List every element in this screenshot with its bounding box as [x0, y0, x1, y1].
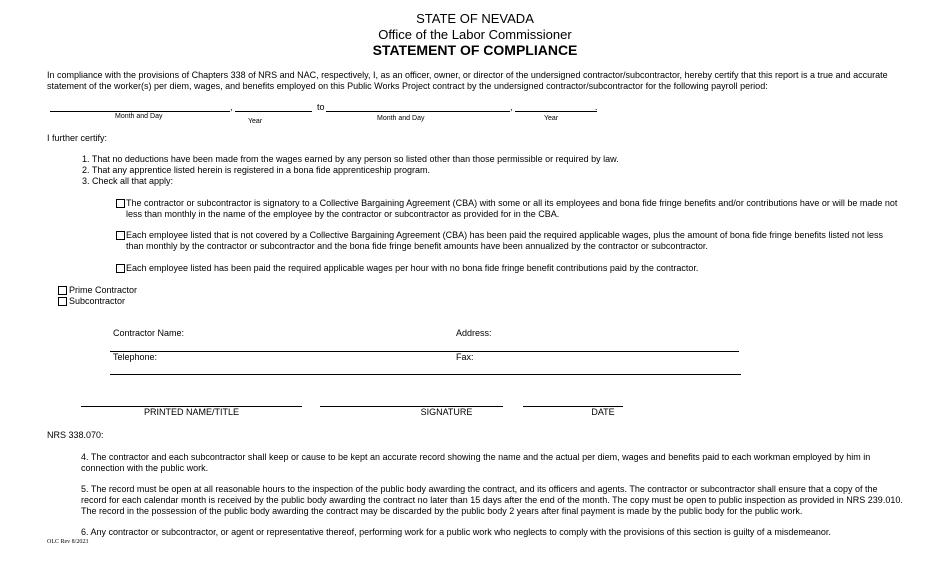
- start-month-day-label: Month and Day: [115, 113, 163, 120]
- certify-item-1: 1. That no deductions have been made from the wages earned by any person so listed other than those permissible or required by law.: [82, 154, 619, 164]
- subcontractor-label: Subcontractor: [69, 296, 126, 306]
- telephone-fax-field[interactable]: [110, 374, 741, 375]
- period-to-label: to: [317, 102, 325, 112]
- end-year-field[interactable]: [515, 111, 597, 112]
- end-comma: ,: [510, 102, 513, 112]
- certify-item-2: 2. That any apprentice listed herein is registered in a bona fide apprenticeship program.: [82, 165, 431, 175]
- intro-paragraph: In compliance with the provisions of Chapters 338 of NRS and NAC, respectively, I, as an officer, owner, or director of the undersigned contractor/subcontractor, hereby certify that this report is a true and accurate statement of the worker(s) per diem, wages, and benefits employed on this Public Works Project contract by the undersigned contractor/subcontractor for the following payroll period:: [47, 70, 888, 91]
- nrs-item-4: 4. The contractor and each subcontractor shall keep or cause to be kept an accurate record showing the name and the actual per diem, wages and benefits paid to each workman employed by him in connection with the public work.: [81, 452, 871, 473]
- telephone-label: Telephone:: [113, 352, 158, 362]
- end-month-day-field[interactable]: [326, 111, 510, 112]
- prime-contractor-checkbox[interactable]: [58, 286, 67, 295]
- page-title: STATEMENT OF COMPLIANCE: [372, 42, 578, 58]
- certify-item-3: 3. Check all that apply:: [82, 176, 174, 186]
- start-month-day-field[interactable]: [50, 111, 230, 112]
- address-label: Address:: [456, 328, 492, 338]
- certify-heading: I further certify:: [47, 133, 108, 143]
- prime-contractor-label: Prime Contractor: [69, 285, 138, 295]
- start-year-label: Year: [248, 118, 263, 125]
- end-month-day-label: Month and Day: [377, 115, 425, 122]
- non-cba-option-text: Each employee listed that is not covered by a Collective Bargaining Agreement (CBA) has been paid the required applicable wages, plus the amount of bona fide fringe benefits listed not less than monthly by the contractor or subcontractor and the bona fide fringe benefit amounts have been annualized by the contractor or subcontractor.: [126, 230, 883, 251]
- nrs-item-6: 6. Any contractor or subcontractor, or agent or representative thereof, performing work for a public work who neglects to comply with the provisions of this section is guilty of a misdemeanor.: [81, 527, 831, 537]
- period-end: .: [595, 102, 598, 112]
- office-heading: Office of the Labor Commissioner: [378, 27, 572, 42]
- no-fringe-option-text: Each employee listed has been paid the required applicable wages per hour with no bona fide fringe benefit contributions paid by the contractor.: [126, 263, 699, 273]
- start-comma: ,: [230, 102, 233, 112]
- start-year-field[interactable]: [235, 111, 312, 112]
- contractor-name-label: Contractor Name:: [113, 328, 185, 338]
- date-label: DATE: [591, 407, 615, 417]
- cba-checkbox[interactable]: [116, 199, 125, 208]
- state-heading: STATE OF NEVADA: [416, 11, 534, 26]
- contractor-name-address-field[interactable]: [110, 351, 739, 352]
- end-year-label: Year: [544, 115, 559, 122]
- no-fringe-checkbox[interactable]: [116, 264, 125, 273]
- signature-label: SIGNATURE: [420, 407, 473, 417]
- nrs-heading: NRS 338.070:: [47, 430, 104, 440]
- revision-label: OLC Rev 8/2023: [47, 539, 89, 545]
- printed-name-label: PRINTED NAME/TITLE: [143, 407, 239, 417]
- subcontractor-checkbox[interactable]: [58, 297, 67, 306]
- nrs-item-5: 5. The record must be open at all reasonable hours to the inspection of the public body awarding the contract, and its officers and agents. The contractor or subcontractor shall ensure that a copy of the record for each calendar month is received by the public body awarding the contract no later than 15 days after the end of the month. The copy must be open to public inspection as provided in NRS 239.010. The record in the possession of the public body awarding the contract may be discarded by the public body 2 years after final payment is made by the public body for the public work.: [81, 484, 903, 516]
- non-cba-checkbox[interactable]: [116, 231, 125, 240]
- cba-option-text: The contractor or subcontractor is signatory to a Collective Bargaining Agreement (CBA) with some or all its employees and bona fide fringe benefits and/or contributions have or will be made not less than monthly in the name of the employee by the contractor or subcontractor as provided for in the CBA.: [126, 198, 898, 219]
- fax-label: Fax:: [456, 352, 474, 362]
